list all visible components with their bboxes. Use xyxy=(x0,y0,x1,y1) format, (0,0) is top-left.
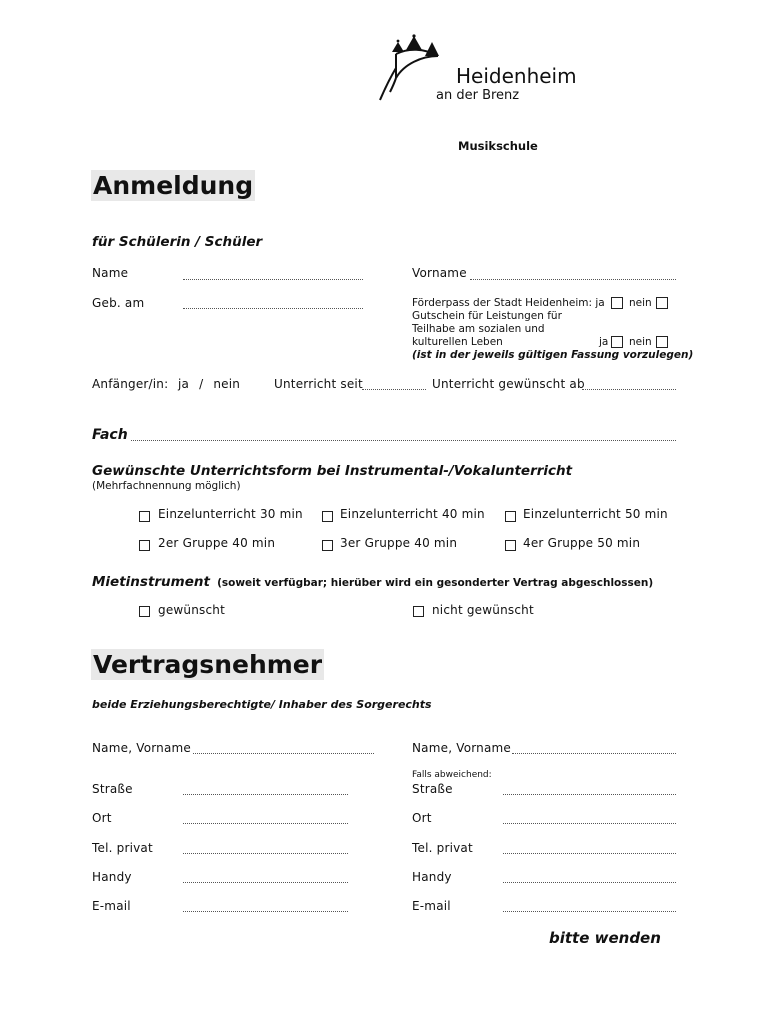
left-ort-field[interactable] xyxy=(183,823,348,824)
anfaenger-options[interactable]: ja / nein xyxy=(178,377,241,391)
miete-nicht-label: nicht gewünscht xyxy=(432,603,534,617)
left-ort-label: Ort xyxy=(92,811,112,825)
gutschein-ja-checkbox[interactable] xyxy=(611,336,623,348)
left-name-label: Name, Vorname xyxy=(92,741,192,755)
miete-gewuenscht-label: gewünscht xyxy=(158,603,225,617)
right-name-field[interactable] xyxy=(512,753,676,754)
left-handy-label: Handy xyxy=(92,870,132,884)
fach-field[interactable] xyxy=(131,440,676,441)
unterricht-ab-field[interactable] xyxy=(582,389,676,390)
gutschein-line-1: Gutschein für Leistungen für xyxy=(412,310,562,322)
right-tel-label: Tel. privat xyxy=(412,841,473,855)
gutschein-ja-label: ja xyxy=(599,336,609,348)
vertrag-title: Vertragsnehmer xyxy=(93,650,323,679)
gutschein-nein-checkbox[interactable] xyxy=(656,336,668,348)
left-strasse-field[interactable] xyxy=(183,794,348,795)
right-ort-label: Ort xyxy=(412,811,432,825)
vorname-field[interactable] xyxy=(470,279,676,280)
left-handy-field[interactable] xyxy=(183,882,348,883)
unterricht-seit-label: Unterricht seit xyxy=(274,377,363,391)
unterricht-seit-field[interactable] xyxy=(362,389,426,390)
geb-field[interactable] xyxy=(183,308,363,309)
gruppe-3-checkbox[interactable] xyxy=(322,540,333,551)
einzel-30-label: Einzelunterricht 30 min xyxy=(158,507,303,521)
left-strasse-label: Straße xyxy=(92,782,133,796)
foerderpass-nein-checkbox[interactable] xyxy=(656,297,668,309)
einzel-30-checkbox[interactable] xyxy=(139,511,150,522)
right-email-label: E-mail xyxy=(412,899,451,913)
unterrichtsform-sub: (Mehrfachnennung möglich) xyxy=(92,480,241,492)
gutschein-line-2: Teilhabe am sozialen und xyxy=(412,323,545,335)
foerderpass-label: Förderpass der Stadt Heidenheim: ja xyxy=(412,297,605,309)
anfaenger-label: Anfänger/in: xyxy=(92,377,169,391)
page-title: Anmeldung xyxy=(93,171,254,200)
miete-heading: Mietinstrument xyxy=(92,574,210,590)
geb-label: Geb. am xyxy=(92,296,145,310)
school-name: Musikschule xyxy=(458,139,538,153)
right-name-label: Name, Vorname xyxy=(412,741,512,755)
foerderpass-nein-label: nein xyxy=(629,297,652,309)
right-ort-field[interactable] xyxy=(503,823,676,824)
left-tel-field[interactable] xyxy=(183,853,348,854)
falls-abweichend: Falls abweichend: xyxy=(412,770,492,780)
bitte-wenden: bitte wenden xyxy=(549,929,661,947)
gruppe-4-label: 4er Gruppe 50 min xyxy=(523,536,641,550)
left-email-label: E-mail xyxy=(92,899,131,913)
unterricht-ab-label: Unterricht gewünscht ab xyxy=(432,377,585,391)
fach-label: Fach xyxy=(92,427,128,443)
miete-heading-row xyxy=(92,571,653,590)
miete-gewuenscht-checkbox[interactable] xyxy=(139,606,150,617)
student-heading: für Schülerin / Schüler xyxy=(92,234,263,250)
miete-note: (soweit verfügbar; hierüber wird ein gesonderter Vertrag abgeschlossen) xyxy=(217,577,654,589)
vorname-label: Vorname xyxy=(412,266,467,280)
gruppe-4-checkbox[interactable] xyxy=(505,540,516,551)
right-strasse-field[interactable] xyxy=(503,794,676,795)
right-email-field[interactable] xyxy=(503,911,676,912)
right-strasse-label: Straße xyxy=(412,782,453,796)
einzel-40-label: Einzelunterricht 40 min xyxy=(340,507,485,521)
name-label: Name xyxy=(92,266,129,280)
left-name-field[interactable] xyxy=(193,753,374,754)
right-tel-field[interactable] xyxy=(503,853,676,854)
gruppe-3-label: 3er Gruppe 40 min xyxy=(340,536,458,550)
foerderpass-ja-checkbox[interactable] xyxy=(611,297,623,309)
right-handy-label: Handy xyxy=(412,870,452,884)
foerderpass-note: (ist in der jeweils gültigen Fassung vorzulegen) xyxy=(412,349,694,361)
gruppe-2-label: 2er Gruppe 40 min xyxy=(158,536,276,550)
einzel-50-checkbox[interactable] xyxy=(505,511,516,522)
einzel-40-checkbox[interactable] xyxy=(322,511,333,522)
left-email-field[interactable] xyxy=(183,911,348,912)
einzel-50-label: Einzelunterricht 50 min xyxy=(523,507,668,521)
miete-nicht-checkbox[interactable] xyxy=(413,606,424,617)
name-field[interactable] xyxy=(183,279,363,280)
logo-sub: an der Brenz xyxy=(436,88,520,103)
left-tel-label: Tel. privat xyxy=(92,841,153,855)
vertrag-sub: beide Erziehungsberechtigte/ Inhaber des Sorgerechts xyxy=(92,698,432,711)
right-handy-field[interactable] xyxy=(503,882,676,883)
gutschein-line-3: kulturellen Leben xyxy=(412,336,503,348)
logo-name: Heidenheim xyxy=(456,64,577,88)
unterrichtsform-heading: Gewünschte Unterrichtsform bei Instrumental-/Vokalunterricht xyxy=(92,463,573,479)
gutschein-nein-label: nein xyxy=(629,336,652,348)
gruppe-2-checkbox[interactable] xyxy=(139,540,150,551)
